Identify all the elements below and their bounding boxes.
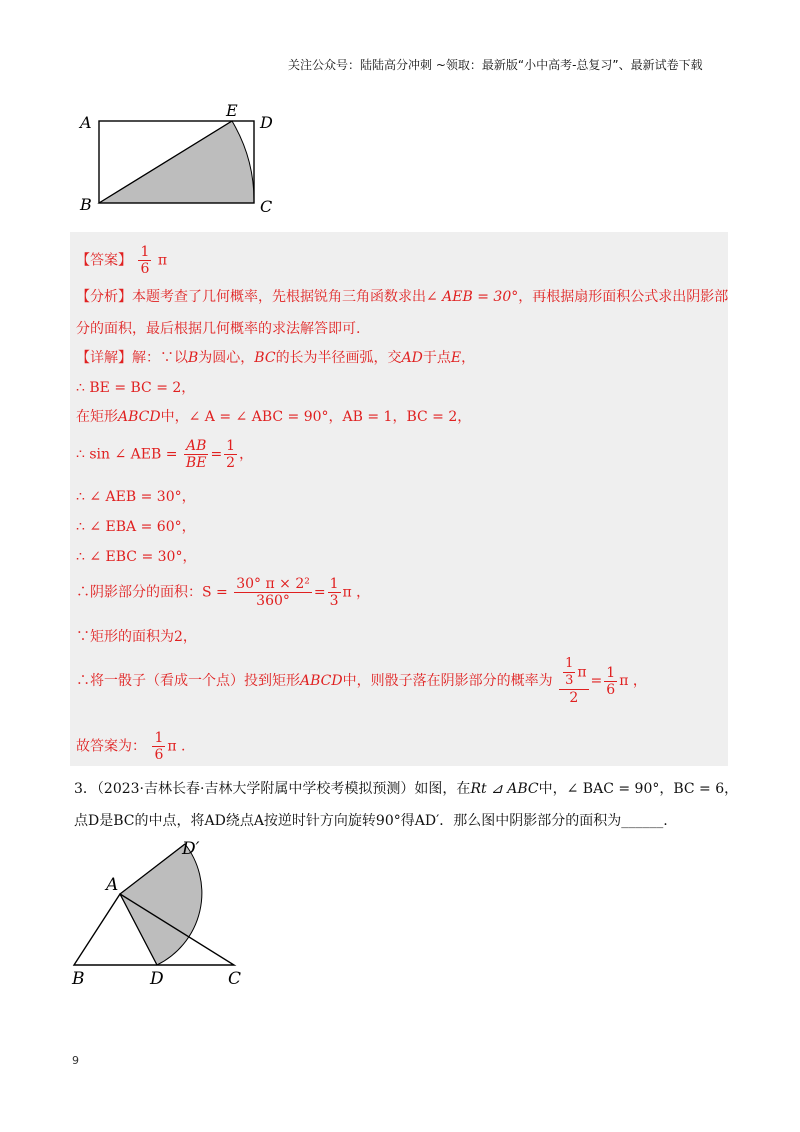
detail-line: 【详解】解：∵以B为圆心，BC的长为半径画弧，交AD于点E，: [76, 350, 476, 366]
label-E: E: [226, 101, 238, 120]
step-7: ∴阴影部分的面积：S = $\frac{\text{30° π × 2²}}{360^\circ}$ = $\frac{1}{3}$ π ，: [76, 576, 371, 609]
page-number: 9: [72, 1054, 79, 1067]
fraction-sector-area: $\frac{\text{30° π × 2²}}{360^\circ}$: [236, 576, 310, 609]
question-3-line-1: 3．（2023·吉林长春·吉林大学附属中学校考模拟预测）如图，在Rt ⊿ ABC中，∠ BAC = 90°，BC = 6，: [74, 781, 739, 797]
fraction-probability: $\frac{1}{3}$ π 2: [559, 656, 588, 706]
label-B2: B: [72, 969, 85, 989]
page-header: 关注公众号：陆陆高分冲刺 ~领取：最新版“小中高考-总复习”、最新试卷下载: [288, 58, 703, 72]
detail-tag: 【详解】: [76, 350, 132, 366]
fraction-ab-be: $\frac{AB}{BE}$: [185, 438, 207, 471]
label-B: B: [80, 195, 92, 214]
label-D2: D: [150, 969, 164, 989]
label-C: C: [260, 197, 273, 216]
question-3-line-2: 点D是BC的中点，将AD绕点A按逆时针方向旋转90°得AD′．那么图中阴影部分的面积为______.: [74, 813, 668, 829]
answer-pi: π: [157, 252, 168, 269]
final-answer: 故答案为： $\frac{1}{6}$ π .: [76, 730, 186, 763]
analysis-tag: 【分析】: [76, 289, 132, 305]
answer-line: [76, 244, 167, 277]
figure-rectangle-sector: [70, 100, 290, 220]
fraction-final: $\frac{1}{6}$: [154, 730, 164, 763]
label-C2: C: [228, 969, 242, 989]
figure-triangle-rotation: [62, 832, 272, 992]
step-5: ∴ ∠ EBA = 60°，: [76, 519, 196, 535]
label-D: D: [260, 113, 273, 132]
analysis-line-2: 分的面积，最后根据几何概率的求法解答即可.: [76, 321, 361, 337]
fraction-one-third: $\frac{1}{3}$: [329, 576, 339, 609]
step-9: ∴将一骰子（看成一个点）投到矩形ABCD中，则骰子落在阴影部分的概率为 $\frac{1}{3}$ π 2 = $\frac{1}{6}$ π ，: [76, 656, 647, 706]
answer-fraction: $\frac{1}{6}$: [140, 244, 150, 277]
fraction-one-sixth: $\frac{1}{6}$: [606, 664, 616, 698]
step-2: 在矩形ABCD中，∠ A = ∠ ABC = 90°，AB = 1，BC = 2，: [76, 409, 472, 425]
fraction-one-half: $\frac{1}{2}$: [226, 438, 236, 471]
label-D-prime: D′: [182, 839, 200, 859]
step-4: ∴ ∠ AEB = 30°，: [76, 489, 196, 505]
label-A2: A: [106, 875, 119, 895]
step-3: ∴ sin ∠ AEB = $\frac{AB}{BE}$ = $\frac{1}{2}$ ，: [76, 438, 254, 471]
analysis-line-1: 【分析】本题考查了几何概率，先根据锐角三角函数求出∠ AEB = 30°，再根据扇形面积公式求出阴影部: [76, 289, 729, 305]
step-8: ∵矩形的面积为2，: [76, 629, 197, 645]
answer-tag: 【答案】: [76, 252, 132, 269]
label-A: A: [80, 113, 92, 132]
shaded-sector: [99, 121, 254, 203]
step-6: ∴ ∠ EBC = 30°，: [76, 549, 197, 565]
step-1: ∴ BE = BC = 2，: [76, 380, 196, 396]
